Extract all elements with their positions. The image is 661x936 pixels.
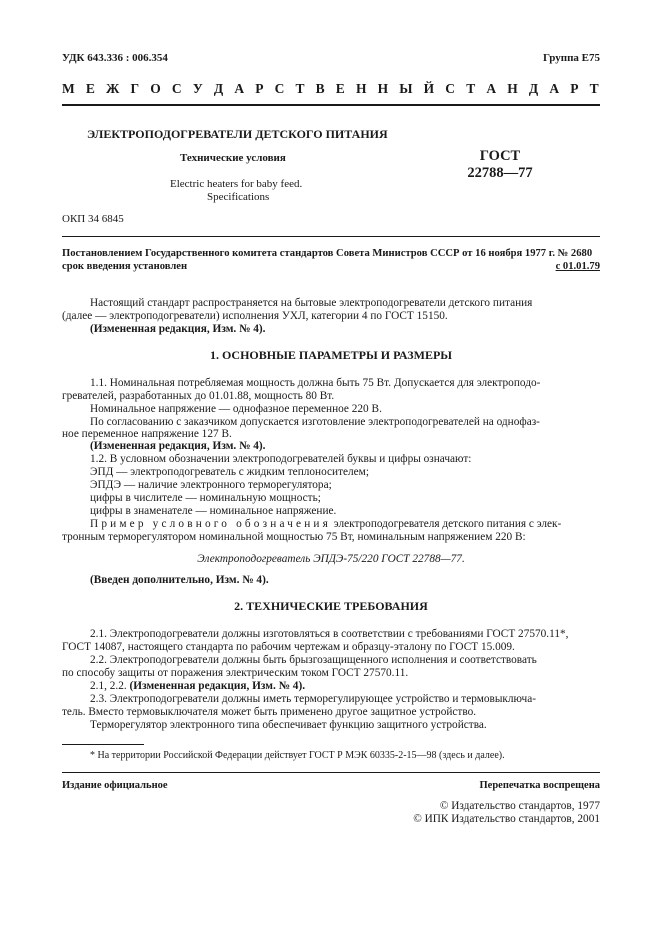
intro-line: (далее — электроподогреватели) исполнения УХЛ, категории 4 по ГОСТ 15150.: [62, 310, 448, 322]
copyright-2001: © ИПК Издательство стандартов, 2001: [413, 813, 600, 825]
clause-reference: 2.1, 2.2.: [90, 680, 130, 692]
official-edition: Издание официальное: [62, 780, 168, 791]
paragraph-line: 1.2. В условном обозначении электроподогревателей буквы и цифры означают:: [90, 453, 472, 465]
amendment-note: (Измененная редакция, Изм. № 4).: [129, 680, 306, 692]
group-code: Группа Е75: [542, 52, 600, 64]
paragraph-line: тель. Вместо термовыключателя может быть применено другое защитное устройство.: [62, 706, 477, 718]
footnote-rule: [62, 744, 144, 745]
decree-line: Постановлением Государственного комитета стандартов Совета Министров СССР от 16 ноября 1977 г. № 2680: [62, 248, 593, 259]
document-subtitle: Технические условия: [180, 152, 286, 164]
reprint-notice: Перепечатка воспрещена: [479, 780, 600, 791]
paragraph-line: Терморегулятор электронного типа обеспечивает функцию защитного устройства.: [90, 719, 487, 731]
amendment-note: (Введен дополнительно, Изм. № 4).: [90, 574, 269, 586]
gost-number: 22788—77: [467, 165, 533, 181]
amendment-note: (Измененная редакция, Изм. № 4).: [90, 440, 266, 452]
example-label: Пример условного обозначения: [90, 518, 331, 530]
designation-example: Электроподогреватель ЭПДЭ-75/220 ГОСТ 22788—77.: [197, 553, 465, 565]
footer-rule: [62, 772, 600, 773]
udk-code: УДК 643.336 : 006.354: [62, 52, 168, 64]
paragraph-line: 2.3. Электроподогреватели должны иметь терморегулирующее устройство и термовыключа-: [90, 693, 537, 705]
english-title-1: Electric heaters for baby feed.: [170, 178, 303, 190]
copyright-1977: © Издательство стандартов, 1977: [439, 800, 600, 812]
decree-effective-label: срок введения установлен: [62, 261, 188, 272]
paragraph-line: 1.1. Номинальная потребляемая мощность должна быть 75 Вт. Допускается для электроподо-: [90, 377, 541, 389]
paragraph-line: по способу защиты от поражения электрическим током ГОСТ 27570.11.: [62, 667, 409, 679]
paragraph-line: ЭПДЭ — наличие электронного терморегулятора;: [90, 479, 332, 491]
paragraph-line: ЭПД — электроподогреватель с жидким теплоносителем;: [90, 466, 369, 478]
paragraph-line: цифры в числителе — номинальную мощность;: [90, 492, 321, 504]
banner-rule: [62, 104, 600, 106]
amendment-note: (Измененная редакция, Изм. № 4).: [90, 323, 266, 335]
paragraph-line: ГОСТ 14087, настоящего стандарта по рабочим чертежам и образцу-эталону по ГОСТ 15.009.: [62, 641, 515, 653]
paragraph-line: 2.1. Электроподогреватели должны изготовляться в соответствии с требованиями ГОСТ 27570.11*,: [90, 628, 569, 640]
paragraph-line: [90, 518, 628, 532]
title-rule: [62, 236, 600, 237]
gost-label: ГОСТ: [479, 148, 521, 164]
paragraph-line: цифры в знаменателе — номинальное напряжение.: [90, 505, 337, 517]
english-title-2: Specifications: [207, 191, 270, 203]
okp-code: ОКП 34 6845: [62, 213, 124, 225]
document-title: ЭЛЕКТРОПОДОГРЕВАТЕЛИ ДЕТСКОГО ПИТАНИЯ: [87, 127, 388, 141]
footnote: * На территории Российской Федерации действует ГОСТ Р МЭК 60335-2-15—98 (здесь и далее).: [90, 750, 505, 761]
paragraph-line: тронным терморегулятором номинальной мощностью 75 Вт, номинальным напряжением 220 В:: [62, 531, 526, 543]
example-label-rest: электроподогревателя детского питания с элек-: [330, 518, 562, 530]
paragraph-line: По согласованию с заказчиком допускается изготовление электроподогревателей на однофаз-: [90, 416, 540, 428]
paragraph-line: гревателей, разработанных до 01.01.88, мощность 80 Вт.: [62, 390, 335, 402]
paragraph-line: 2.2. Электроподогреватели должны быть брызгозащищенного исполнения и соответствовать: [90, 654, 537, 666]
section-2-heading: 2. ТЕХНИЧЕСКИЕ ТРЕБОВАНИЯ: [234, 599, 428, 613]
paragraph-line: Номинальное напряжение — однофазное переменное 220 В.: [90, 403, 382, 415]
intro-line: Настоящий стандарт распространяется на бытовые электроподогреватели детского питания: [90, 297, 533, 309]
section-1-heading: 1. ОСНОВНЫЕ ПАРАМЕТРЫ И РАЗМЕРЫ: [209, 348, 453, 362]
decree-effective-date: с 01.01.79: [555, 261, 600, 272]
amendment-line: [90, 680, 628, 694]
paragraph-line: ное переменное напряжение 127 В.: [62, 428, 232, 440]
interstate-standard-banner: М Е Ж Г О С У Д А Р С Т В Е Н Н Ы Й С Т А Н Д А Р Т: [62, 81, 600, 96]
